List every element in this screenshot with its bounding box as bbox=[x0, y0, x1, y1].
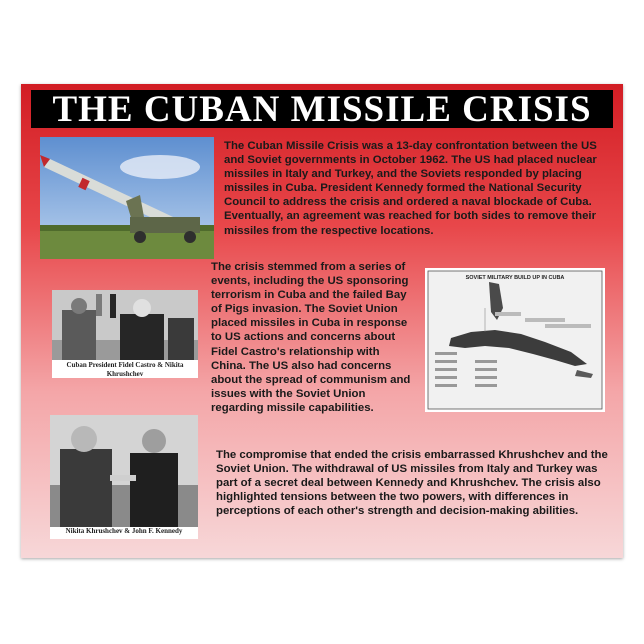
paragraph-intro: The Cuban Missile Crisis was a 13-day confrontation between the US and Soviet governments in October 1962. The US had placed nuclear missiles in Italy and Turkey, and the Soviets responded by placing missiles in Cuba. President Kennedy formed the National Security Council to address the crisis and ordered a naval blockade of Cuba. Eventually, an agreement was reached for both sides to remove their missiles from the respective locations. bbox=[224, 140, 597, 237]
page-title: THE CUBAN MISSILE CRISIS bbox=[52, 88, 592, 130]
missile-photo bbox=[40, 137, 214, 259]
paragraph-outcome: The compromise that ended the crisis embarrassed Khrushchev and the Soviet Union. The withdrawal of US missiles from Italy and Turkey was part of a secret deal between Kennedy and Khrushchev. The crisis also highlighted tensions between the two powers, with differences in perceptions of each other's strength and decision-making abilities. bbox=[216, 449, 608, 518]
castro-khrushchev-photo bbox=[52, 290, 198, 378]
paragraph-causes: The crisis stemmed from a series of events, including the US sponsoring terrorism in Cuba and the failed Bay of Pigs invasion. The Soviet Union placed missiles in Cuba in response to US actions and concerns about Fidel Castro's relationship with China. The US also had concerns about the spread of communism and issues with the Soviet Union regarding missile capabilities. bbox=[211, 261, 411, 414]
castro-caption: Cuban President Fidel Castro & Nikita Khrushchev bbox=[66, 361, 184, 378]
title-banner bbox=[31, 90, 613, 128]
cuba-map bbox=[425, 268, 605, 412]
khrushchev-kennedy-photo bbox=[50, 415, 198, 539]
kennedy-caption: Nikita Khrushchev & John F. Kennedy bbox=[65, 527, 183, 535]
map-heading: SOVIET MILITARY BUILD UP IN CUBA bbox=[465, 275, 565, 281]
